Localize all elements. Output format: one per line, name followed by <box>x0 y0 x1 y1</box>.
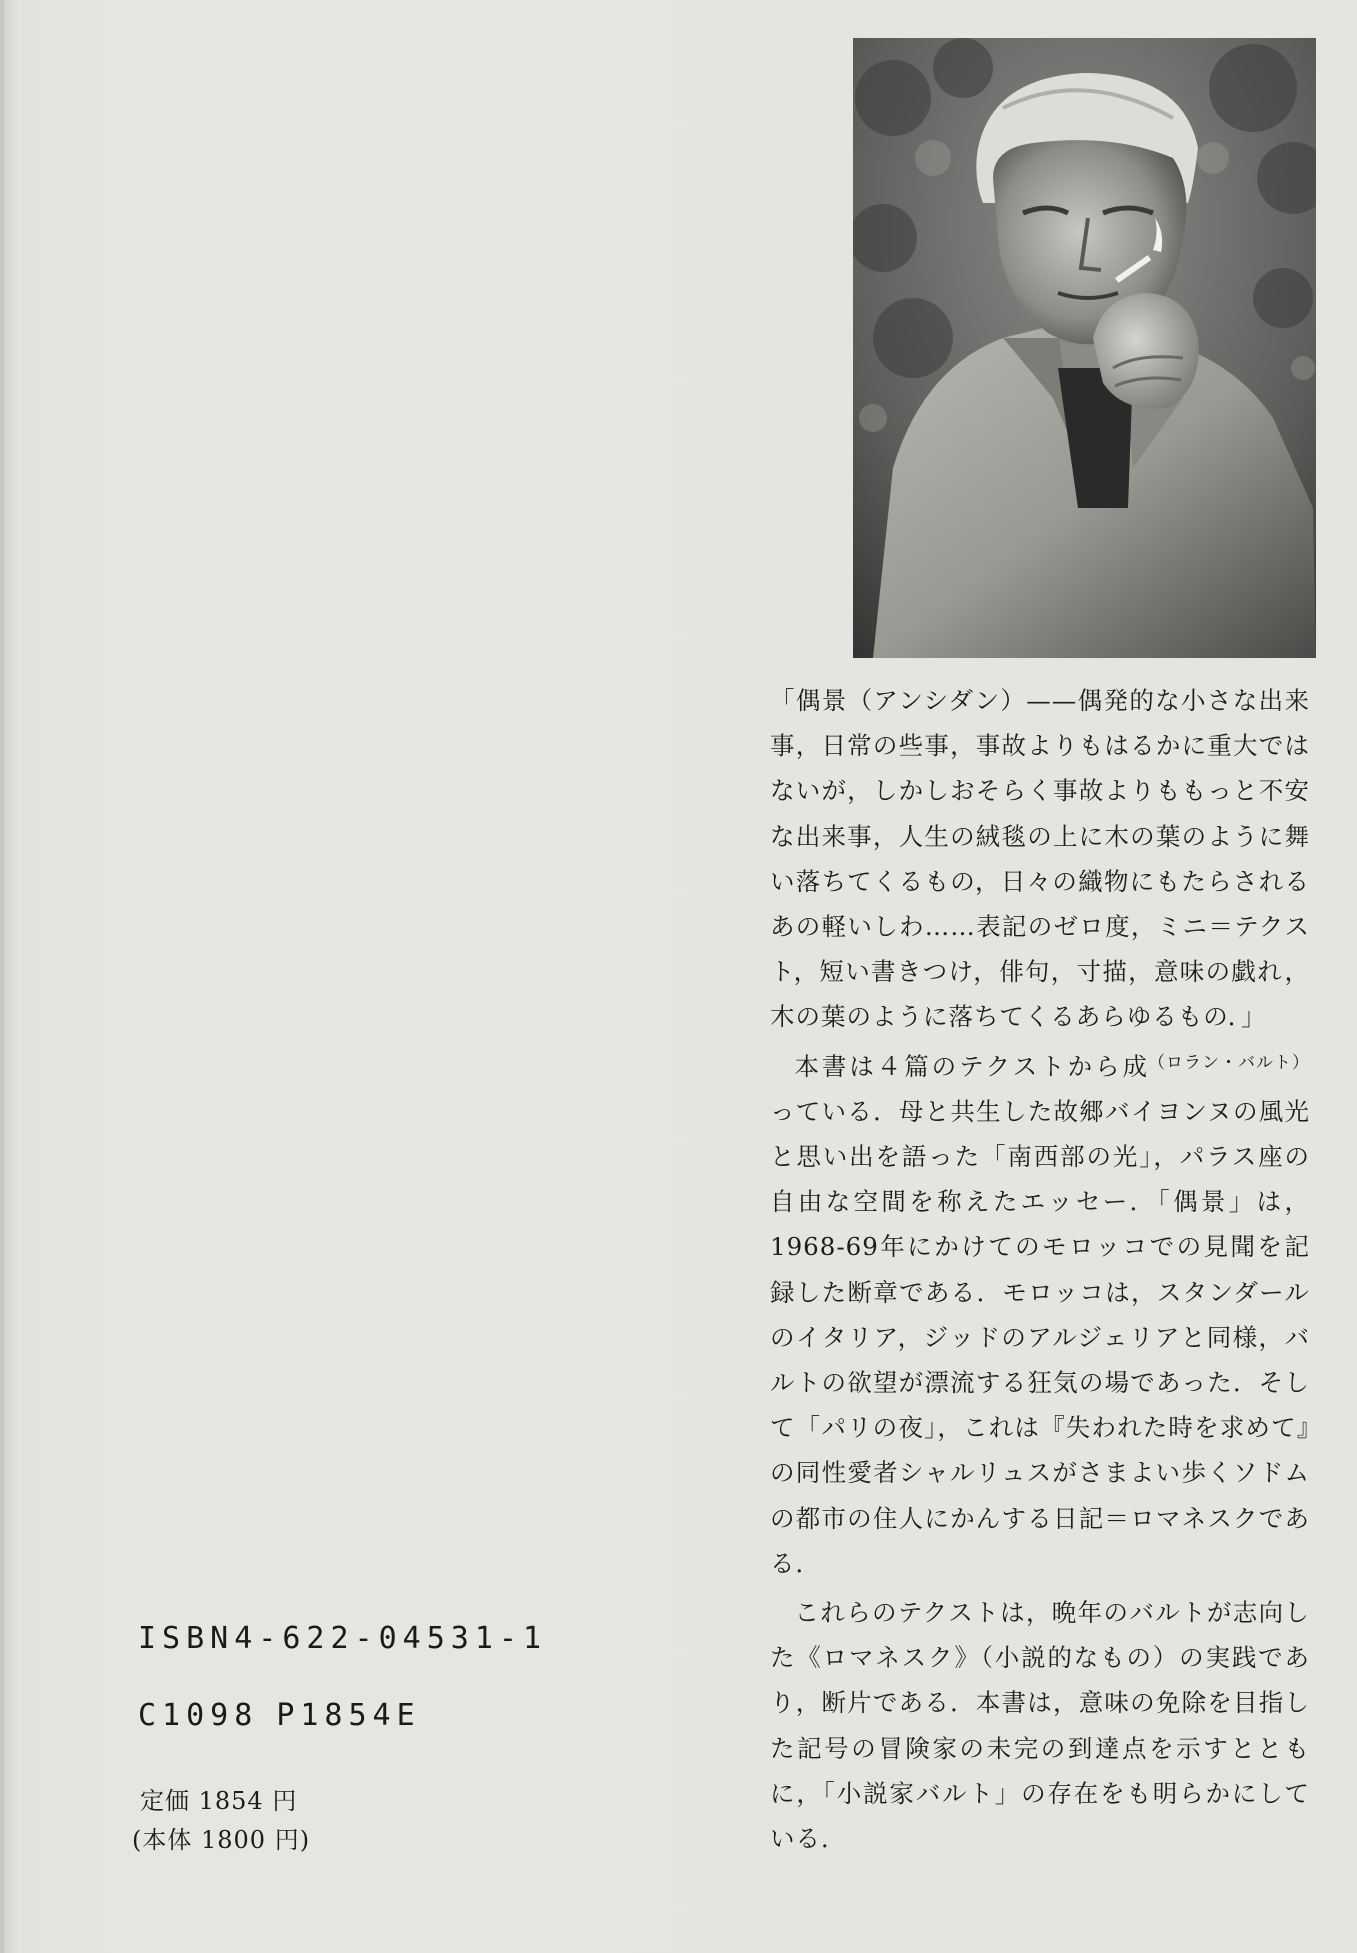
cover-fold-edge <box>0 0 4 1953</box>
isbn-code: ISBN4-622-04531-1 <box>138 1621 548 1656</box>
p-code: P1854E <box>276 1698 421 1733</box>
classification-code <box>138 1698 421 1733</box>
blurb-quote <box>770 678 1310 1073</box>
list-price: 定価 1854 円 <box>140 1787 298 1815</box>
author-photo <box>853 38 1316 658</box>
blurb-paragraph-2: これらのテクストは，晩年のバルトが志向した《ロマネスク》（小説的なもの）の実践であり，断片である．本書は，意味の免除を目指した記号の冒険家の未完の到達点を示すとともに，「小説家バルト」の存在をも明らかにしている． <box>770 1598 1310 1854</box>
c-code: C1098 <box>138 1698 259 1733</box>
quote-source: （ロラン・バルト） <box>1148 1052 1310 1073</box>
author-photo-illustration <box>853 38 1316 658</box>
base-price: (本体 1800 円) <box>132 1826 311 1854</box>
quote-text: 「偶景（アンシダン）——偶発的な小さな出来事，日常の些事，事故よりもはるかに重大ではないが，しかしおそらく事故よりももっと不安な出来事，人生の絨毯の上に木の葉のように舞い落ちてくるもの，日々の織物にもたらされるあの軽いしわ……表記のゼロ度，ミニ＝テクスト，短い書きつけ，俳句，寸描，意味の戯れ，木の葉のように落ちてくるあらゆるもの．」 <box>770 686 1310 1032</box>
blurb-paragraph-1: 本書は４篇のテクストから成っている．母と共生した故郷バイヨンヌの風光と思い出を語った「南西部の光」，パラス座の自由な空間を称えたエッセー．「偶景」は，1968-69年にかけてのモロッコでの見聞を記録した断章である．モロッコは，スタンダールのイタリア，ジッドのアルジェリアと同様，バルトの欲望が漂流する狂気の場であった．そして「パリの夜」，これは『失われた時を求めて』の同性愛者シャルリュスがさまよい歩くソドムの都市の住人にかんする日記＝ロマネスクである． <box>770 1051 1310 1578</box>
blurb-text <box>770 678 1310 1861</box>
